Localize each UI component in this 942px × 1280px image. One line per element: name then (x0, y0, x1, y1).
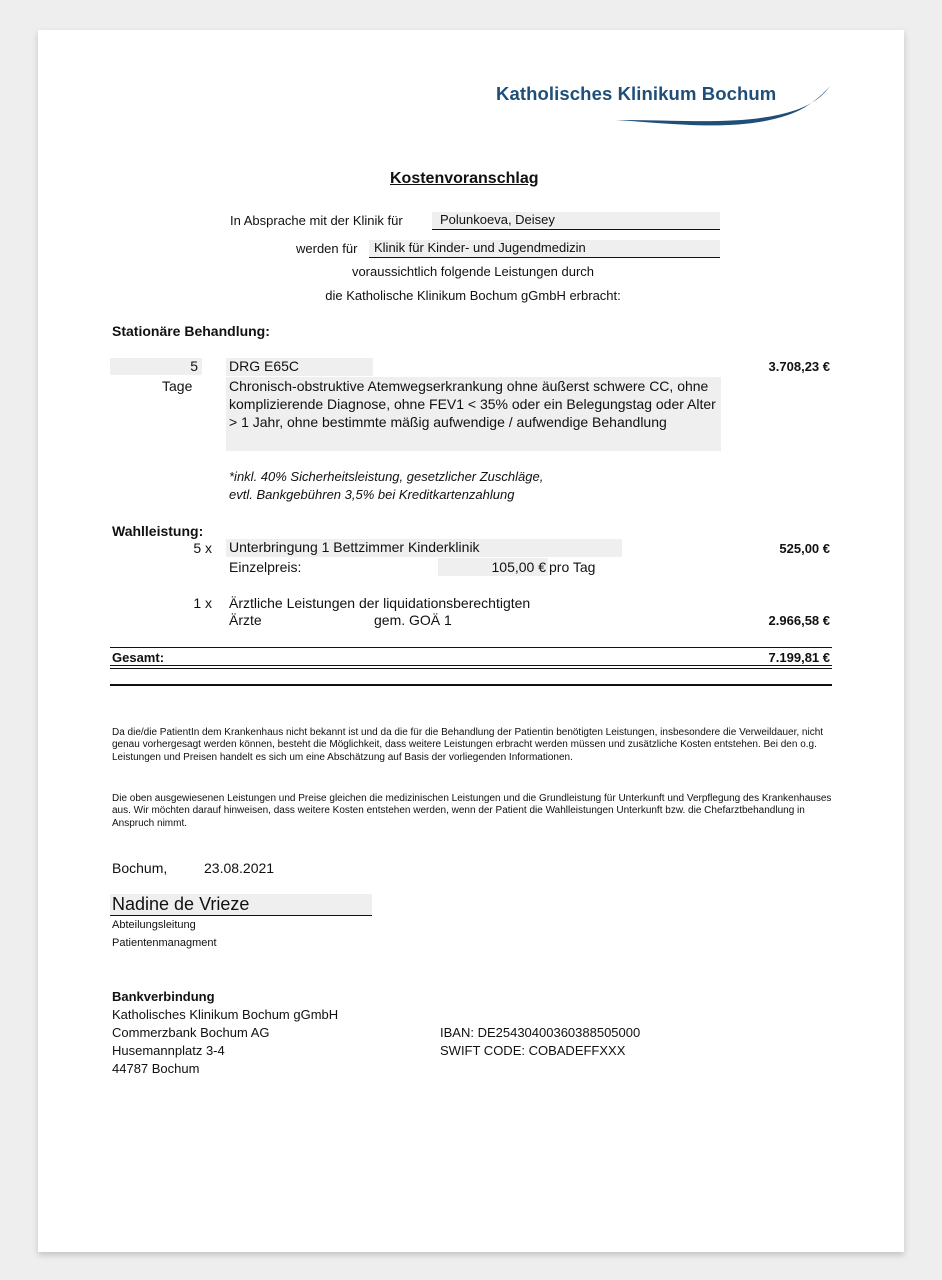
stationaer-amount: 3.708,23 € (768, 359, 830, 374)
signatory-role2: Patientenmanagment (112, 937, 217, 949)
drg-description: Chronisch-obstruktive Atemwegserkrankung ohne äußerst schwere CC, ohne komplizierende Diagnose, ohne FEV1 < 35% oder ein Belegungstag oder Alter > 1 Jahr, ohne bestimmte mäßig aufwendige / aufwendige Behandlung (226, 377, 721, 451)
days-unit: Tage (162, 378, 193, 394)
signature-underline (110, 915, 372, 916)
department-field: Klinik für Kinder- und Jugendmedizin (369, 240, 720, 257)
disclaimer-para2: Die oben ausgewiesenen Leistungen und Preise gleichen die medizinischen Leistungen und die Grundleistung für Unterkunft und Verpflegung des Krankenhauses aus. Wir möchten darauf hinweisen, dass weitere Kosten entstehen werden, wenn der Patient die Wahlleistungen Unterkunft bzw. die Chefarztbehandlung in Anspruch nimmt. (112, 793, 832, 829)
item1-qty: 5 x (193, 540, 212, 556)
logo-swoosh-icon (608, 82, 838, 142)
bank-line4: 44787 Bochum (112, 1061, 200, 1076)
clinic-field: Polunkoeva, Deisey (432, 212, 720, 229)
section-end-rule (110, 684, 832, 686)
total-amount: 7.199,81 € (768, 650, 830, 665)
drg-code: DRG E65C (226, 358, 373, 376)
total-label: Gesamt: (112, 650, 165, 665)
item2-label-line1: Ärztliche Leistungen der liquidationsberechtigten (229, 595, 531, 611)
total-double-rule-1 (110, 665, 832, 666)
item2-goa: gem. GOÄ 1 (374, 612, 452, 628)
intro-line1-label: In Absprache mit der Klinik für (230, 213, 403, 228)
total-double-rule-2 (110, 668, 832, 669)
clinic-field-underline (432, 229, 720, 230)
item1-unit-suffix: pro Tag (549, 559, 596, 575)
date: 23.08.2021 (204, 860, 275, 876)
note-line2: evtl. Bankgebühren 3,5% bei Kreditkartenzahlung (229, 487, 515, 502)
note-line1: *inkl. 40% Sicherheitsleistung, gesetzlicher Zuschläge, (229, 469, 544, 484)
signatory-role1: Abteilungsleitung (112, 919, 196, 931)
place: Bochum, (112, 860, 168, 876)
stationaer-heading: Stationäre Behandlung: (112, 323, 270, 339)
bank-line3: Husemannplatz 3-4 (112, 1043, 225, 1058)
bank-line2: Commerzbank Bochum AG (112, 1025, 270, 1040)
bank-iban: IBAN: DE25430400360388505000 (440, 1025, 641, 1040)
document-title: Kostenvoranschlag (390, 170, 539, 187)
bank-heading: Bankverbindung (112, 989, 215, 1004)
item1-unit-label: Einzelpreis: (229, 559, 302, 575)
days-value: 5 (190, 358, 198, 374)
intro-line2-label: werden für (296, 241, 358, 256)
item2-label-line2: Ärzte (229, 612, 262, 628)
item2-amount: 2.966,58 € (768, 613, 830, 628)
wahlleistung-heading: Wahlleistung: (112, 523, 204, 539)
signatory-name: Nadine de Vrieze (112, 894, 250, 914)
item1-unit-price: 105,00 € (491, 559, 546, 575)
total-top-rule (110, 647, 832, 648)
bank-swift: SWIFT CODE: COBADEFFXXX (440, 1043, 626, 1058)
bank-line1: Katholisches Klinikum Bochum gGmbH (112, 1007, 339, 1022)
document-page (38, 30, 904, 1252)
intro-line3: voraussichtlich folgende Leistungen durch (351, 264, 595, 279)
logo-text: Katholisches Klinikum Bochum (496, 83, 777, 104)
item1-amount: 525,00 € (779, 541, 830, 556)
department-field-underline (369, 257, 720, 258)
intro-line4: die Katholische Klinikum Bochum gGmbH erbracht: (325, 288, 621, 303)
disclaimer-para1: Da die/die PatientIn dem Krankenhaus nicht bekannt ist und da die für die Behandlung der Patientin benötigten Leistungen, insbesondere die Verweildauer, nicht genau vorhergesagt werden können, besteht die Möglichkeit, dass weitere Leistungen erbracht werden müssen und zusätzliche Kosten entstehen. Bei den o.g. Leistungen und Preisen handelt es sich um eine Abschätzung auf Basis der vorliegenden Informationen. (112, 727, 824, 763)
item2-qty: 1 x (193, 595, 212, 611)
item1-label: Unterbringung 1 Bettzimmer Kinderklinik (226, 539, 622, 557)
